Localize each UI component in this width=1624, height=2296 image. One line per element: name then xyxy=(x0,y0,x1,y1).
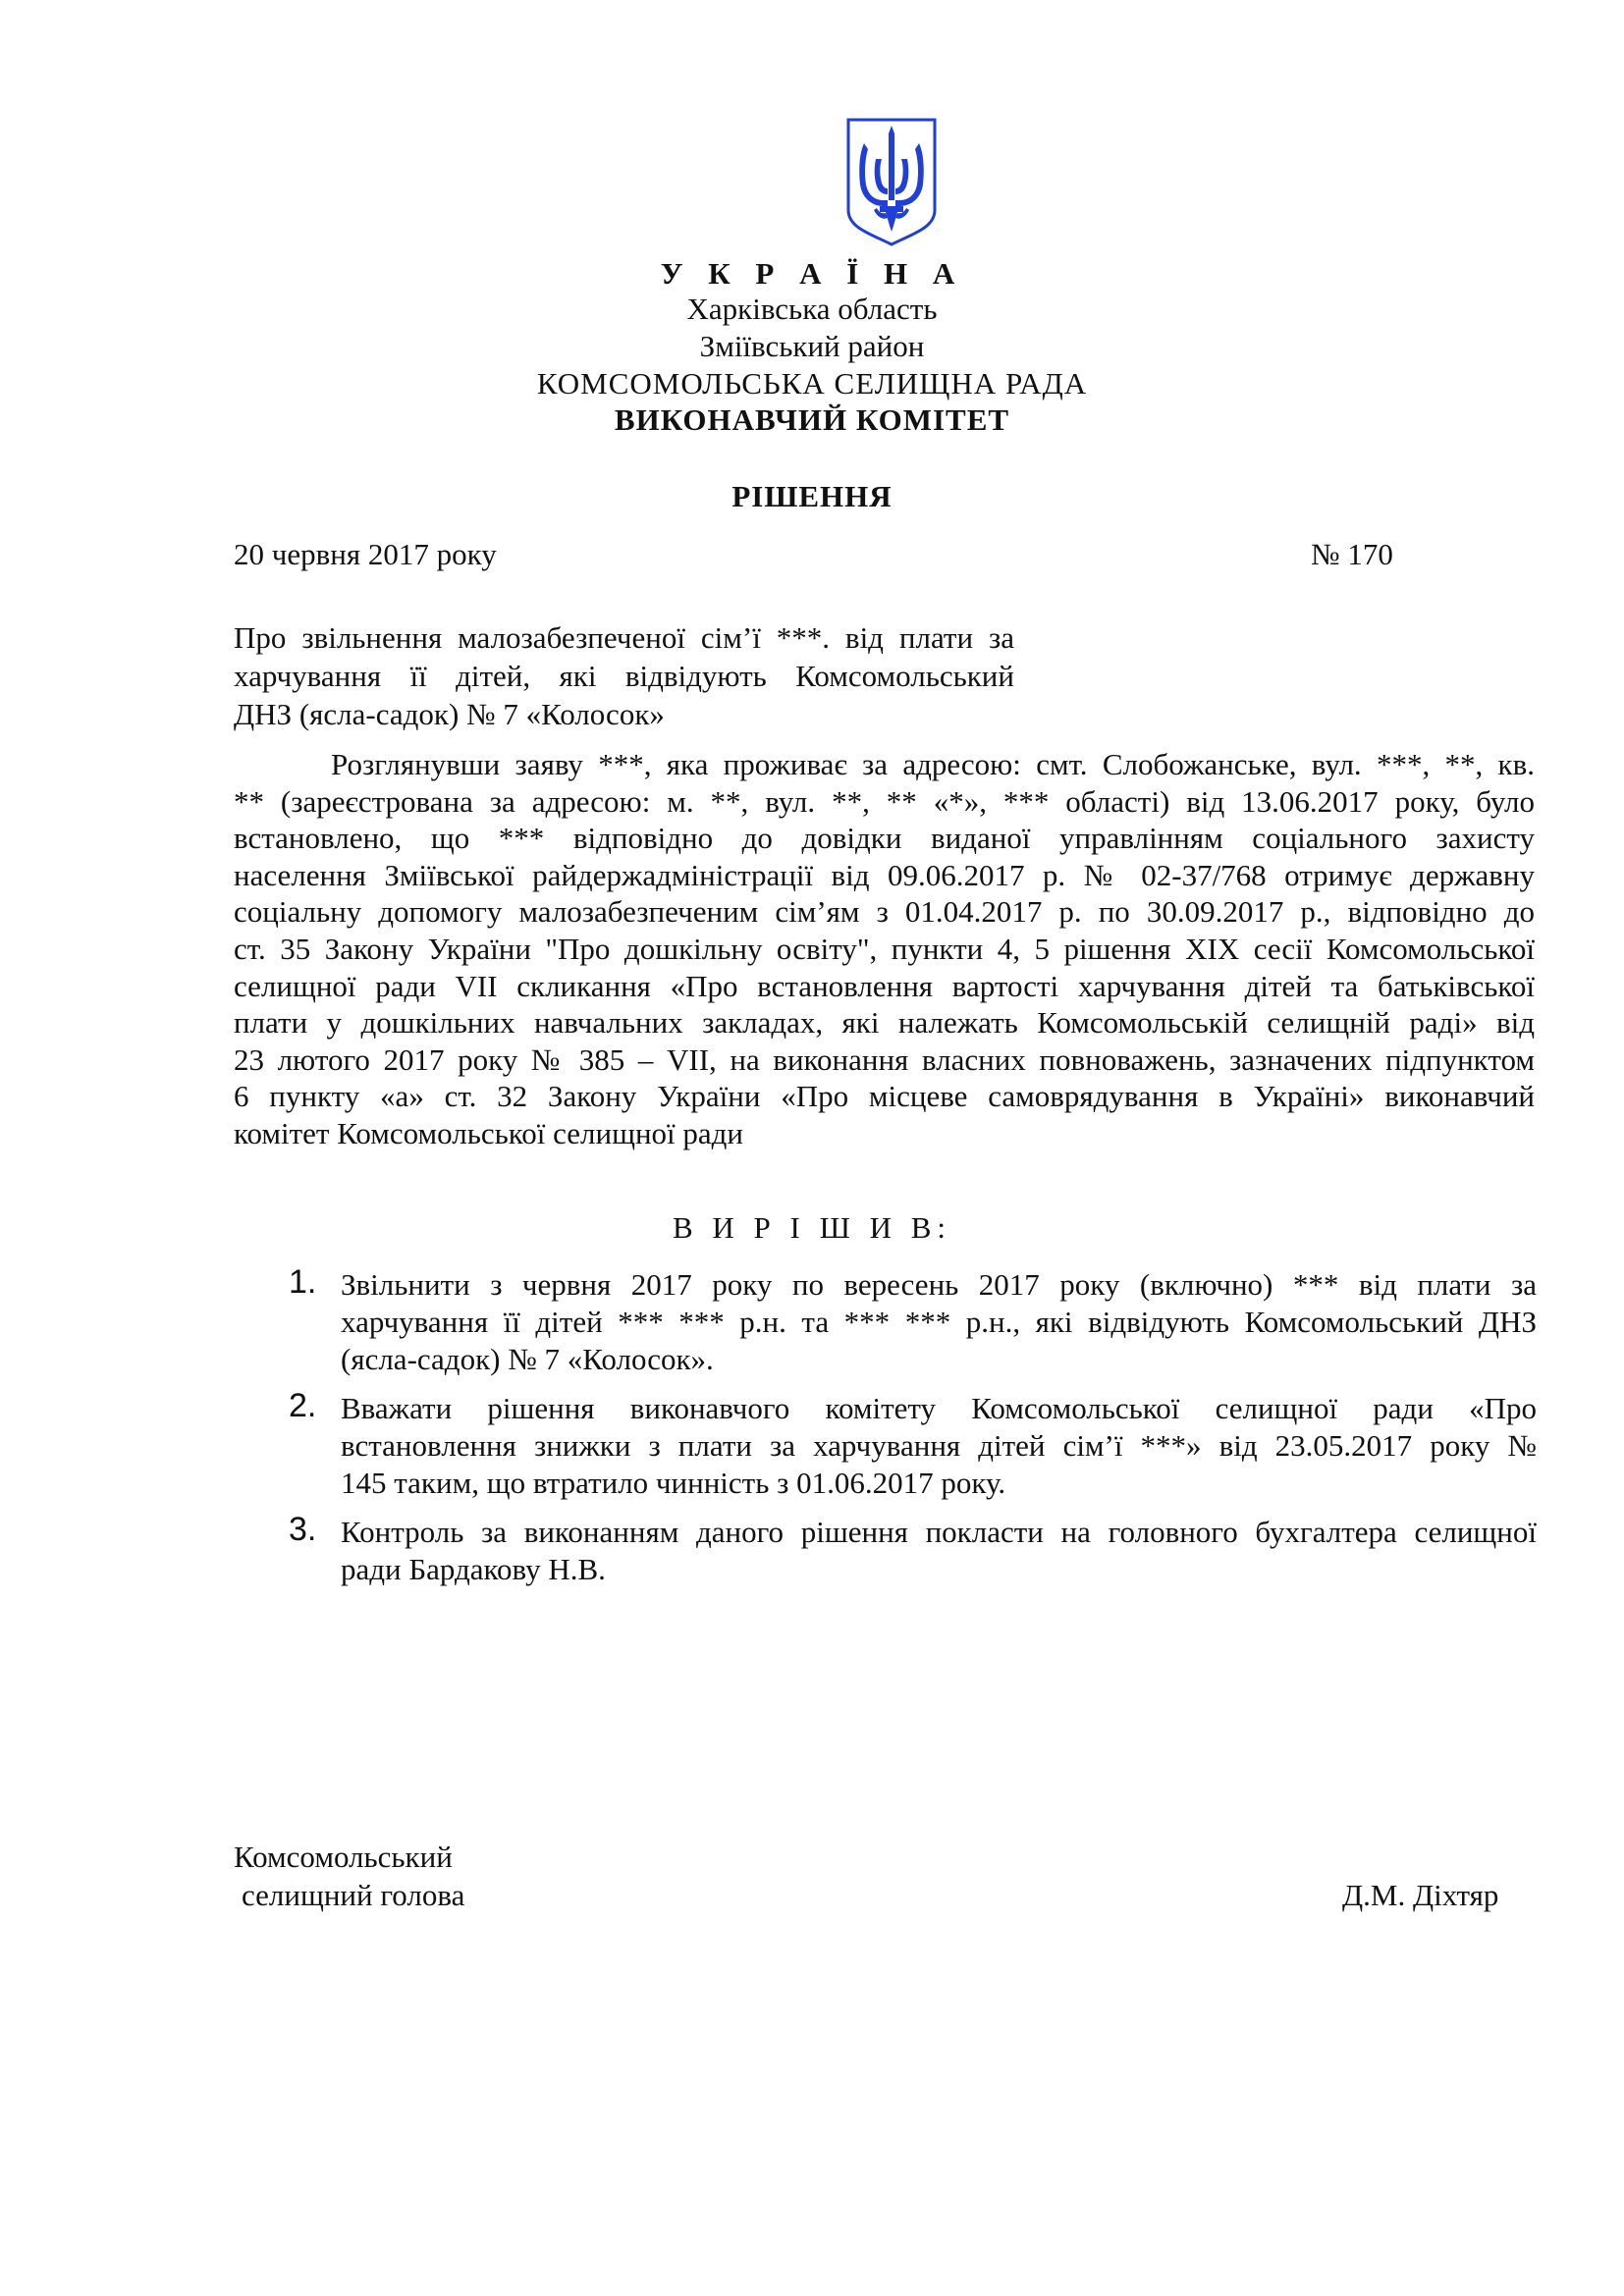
subject-line: ДНЗ (ясла-садок) № 7 «Колосок» xyxy=(234,697,665,731)
decision-line: ради Бардакову Н.В. xyxy=(341,1552,606,1586)
header-raion: Зміївський район xyxy=(699,329,925,363)
preamble-paragraph xyxy=(234,746,1535,1152)
decisions-list xyxy=(285,1263,1537,1600)
decision-line: встановлення знижки з плати за харчування дітей сім’ї ***» від 23.05.2017 року № xyxy=(341,1428,1537,1463)
signatory-position xyxy=(234,1838,464,1914)
subject-line: Про звільнення малозабезпеченої сім’ї ***. від плати за xyxy=(234,620,1014,655)
preamble-line: населення Зміївської райдержадміністрації від 09.06.2017 р. № 02-37/768 отримує державну xyxy=(234,857,1535,892)
decision-line: (ясла-садок) № 7 «Колосок». xyxy=(341,1342,714,1376)
header-oblast: Харківська область xyxy=(686,292,938,326)
decision-number: 1. xyxy=(289,1263,317,1301)
subject-line: харчування її дітей, які відвідують Комсомольський xyxy=(234,659,1014,693)
preamble-line: 23 лютого 2017 року № 385 – VII, на виконання власних повноважень, зазначених підпунктом xyxy=(234,1041,1535,1077)
document-title: РІШЕННЯ xyxy=(731,479,893,513)
header-executive-committee: ВИКОНАВЧИЙ КОМІТЕТ xyxy=(614,402,1010,437)
signatory-position-line: Комсомольський xyxy=(234,1840,453,1874)
trident-coat-of-arms-icon xyxy=(844,116,939,247)
preamble-line: комітет Комсомольської селищної ради xyxy=(234,1115,744,1150)
resolved-heading: В И Р І Ш И В: xyxy=(672,1210,952,1245)
header-council: КОМСОМОЛЬСЬКА СЕЛИЩНА РАДА xyxy=(536,366,1088,400)
preamble-line: селищної ради VII скликання «Про встановлення вартості харчування дітей та батьківської xyxy=(234,968,1535,1003)
preamble-line: встановлено, що *** відповідно до довідки виданої управлінням соціального захисту xyxy=(234,821,1535,856)
signatory-position-line: селищний голова xyxy=(242,1878,465,1912)
preamble-line: 6 пункту «а» ст. 32 Закону України «Про місцеве самоврядування в Україні» виконавчий xyxy=(234,1079,1535,1114)
decision-number: 2. xyxy=(289,1387,317,1424)
date-number-line xyxy=(234,536,1412,573)
decision-item xyxy=(285,1511,1537,1588)
signatory-name: Д.М. Діхтяр xyxy=(1342,1878,1499,1912)
preamble-line: Розглянувши заяву ***, яка проживає за адресою: смт. Слобожанське, вул. ***, **, кв. xyxy=(331,747,1535,781)
decision-line: Контроль за виконанням даного рішення покласти на головного бухгалтера селищної xyxy=(341,1515,1537,1549)
decision-line: харчування її дітей *** *** р.н. та *** *** р.н., які відвідують Комсомольський ДНЗ xyxy=(341,1305,1537,1339)
decision-item xyxy=(285,1263,1537,1378)
decision-line: 145 таким, що втратило чинність з 01.06.2017 року. xyxy=(341,1466,1006,1500)
preamble-line: плати у дошкільних навчальних закладах, які належать Комсомольській селищній раді» від xyxy=(234,1005,1535,1041)
preamble-line: соціальну допомогу малозабезпеченим сім’ям з 01.04.2017 р. по 30.09.2017 р., відповідно до xyxy=(234,894,1535,930)
decision-number: 3. xyxy=(289,1511,317,1548)
decision-line: Вважати рішення виконавчого комітету Комсомольської селищної ради «Про xyxy=(341,1391,1537,1425)
decision-line: Звільнити з червня 2017 року по вересень 2017 року (включно) *** від плати за xyxy=(341,1267,1537,1302)
document-number: № 170 xyxy=(1311,537,1393,571)
preamble-line: ст. 35 Закону України "Про дошкільну освіту", пункти 4, 5 рішення XIX сесії Комсомольської xyxy=(234,931,1535,966)
preamble-line: ** (зареєстрована за адресою: м. **, вул. **, ** «*», *** області) від 13.06.2017 року, було xyxy=(234,783,1535,819)
decision-item xyxy=(285,1387,1537,1502)
document-date: 20 червня 2017 року xyxy=(234,537,497,571)
header-country: У К Р А Ї Н А xyxy=(660,256,964,291)
document-subject xyxy=(234,618,1014,733)
